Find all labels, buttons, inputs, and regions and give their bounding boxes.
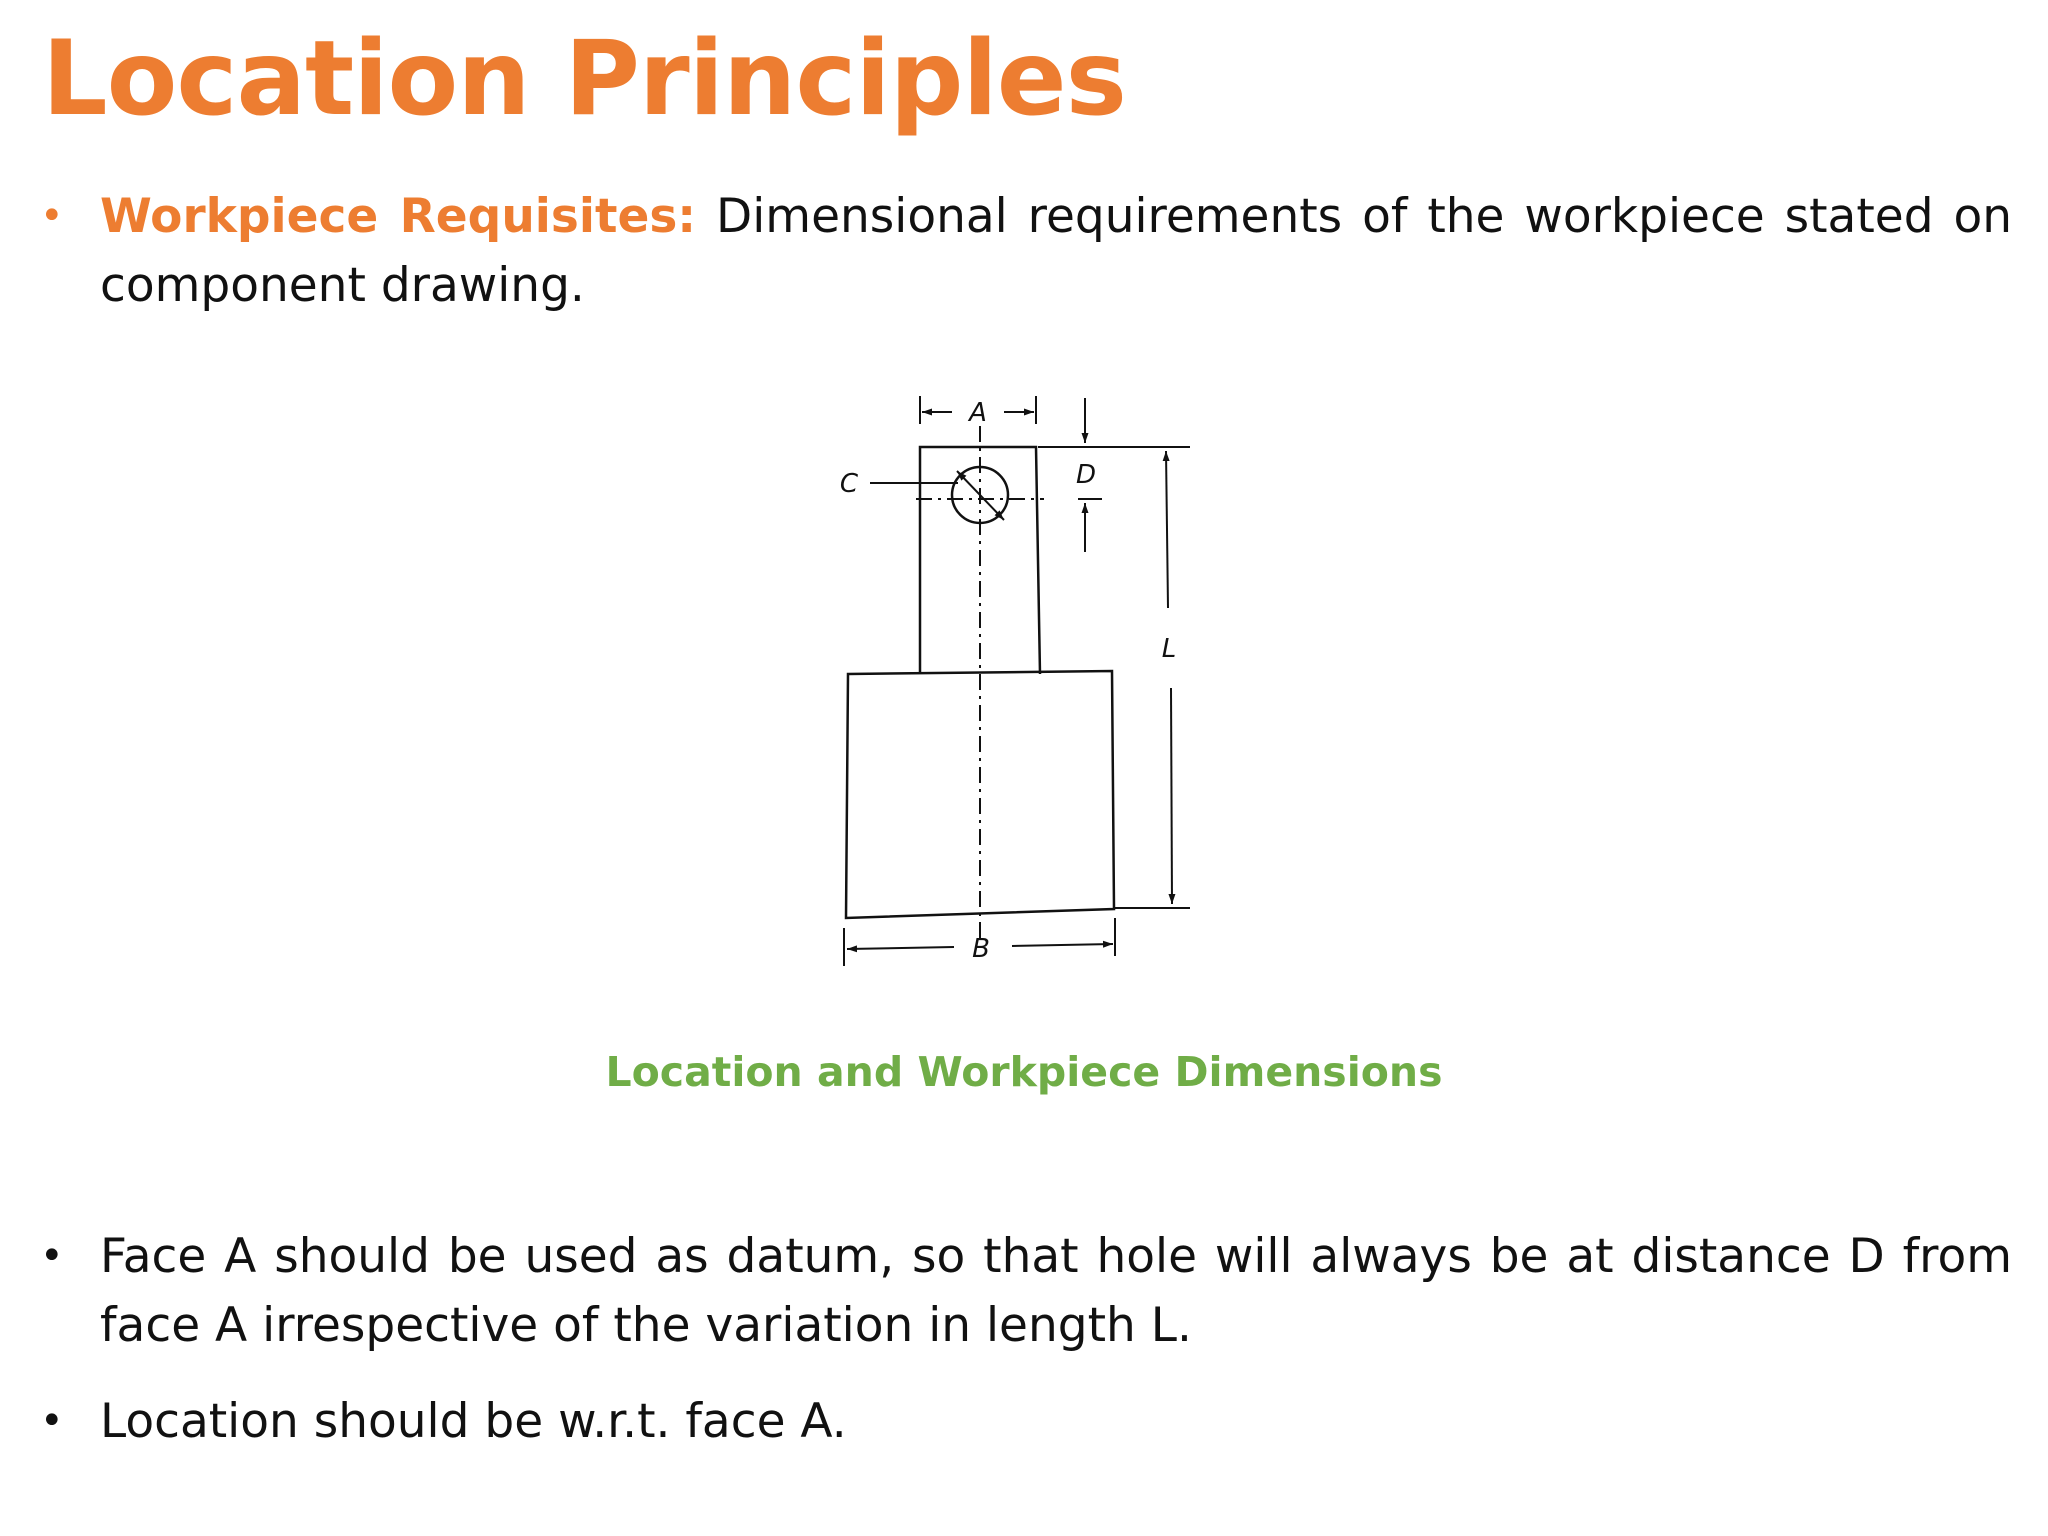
dim-label-l: L (1161, 634, 1177, 664)
figure-caption: Location and Workpiece Dimensions (605, 1048, 1443, 1096)
bullet-location-wrt-face (40, 1387, 2012, 1456)
bullet-face-datum (40, 1222, 2012, 1360)
workpiece-dimension-diagram (820, 380, 1220, 1000)
dim-label-b: B (972, 934, 990, 964)
dim-label-a: A (969, 398, 987, 428)
bullet-text: Face A should be used as datum, so that hole will always be at distance D from face A irrespective of the variation in length L. (100, 1229, 2012, 1353)
bullet-text: Dimensional requirements of the workpiece stated on component drawing. (100, 189, 2013, 313)
bullet-dot-icon: • (40, 1398, 64, 1444)
bullet-text: Location should be w.r.t. face A. (100, 1394, 847, 1449)
slide-title: Location Principles (42, 19, 1126, 139)
dim-label-c: C (839, 469, 858, 499)
bullet-lead: Workpiece Requisites: (100, 189, 697, 244)
dim-label-d: D (1075, 460, 1097, 490)
bullet-workpiece-requisites (40, 182, 2013, 320)
bullet-dot-icon: • (40, 193, 64, 239)
bullet-dot-icon: • (40, 1233, 64, 1279)
